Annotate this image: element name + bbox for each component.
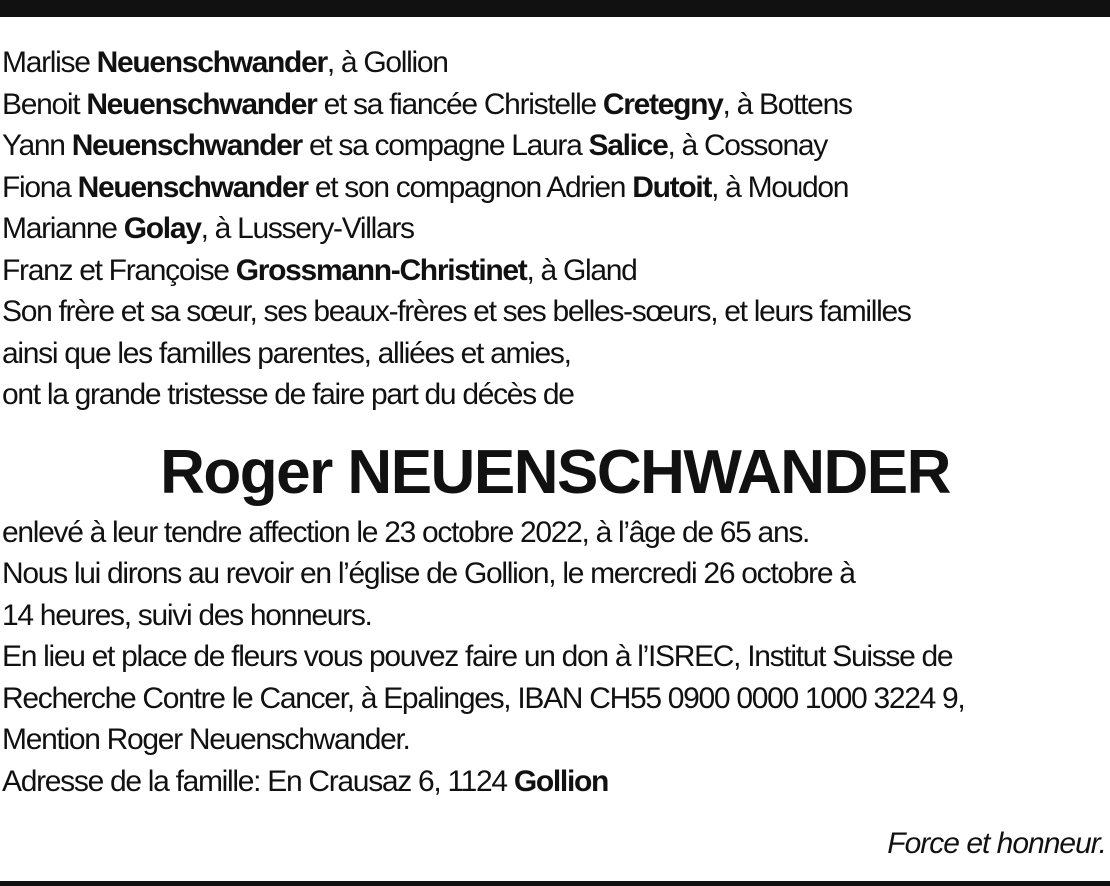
partner-surname: Salice [588, 129, 668, 162]
mourner-surname: Neuenschwander [77, 170, 308, 204]
mourner-line: Fiona Neuenschwander et son compagnon Adrien Dutoit, à Moudon [2, 170, 849, 204]
partner-surname: Dutoit [632, 170, 712, 204]
family-line: ainsi que les familles parentes, alliées et amies, [2, 336, 571, 370]
ceremony-line: Nous lui dirons au revoir en l’église de Gollion, le mercredi 26 octobre à [2, 557, 855, 590]
mourner-surname: Neuenschwander [71, 129, 302, 162]
death-details: enlevé à leur tendre affection le 23 octobre 2022, à l’âge de 65 ans. [2, 515, 810, 549]
donation-line: En lieu et place de fleurs vous pouvez faire un don à l’ISREC, Institut Suisse de [2, 640, 953, 673]
mourner-surname: Grossmann-Christinet [235, 253, 527, 287]
ceremony-line: 14 heures, suivi des honneurs. [2, 598, 372, 632]
mourner-surname: Neuenschwander [96, 46, 327, 79]
donation-line: Mention Roger Neuenschwander. [2, 723, 410, 756]
deceased-name: Roger NEUENSCHWANDER [160, 437, 950, 507]
mourner-line: Franz et Françoise Grossmann-Christinet, à Gland [2, 253, 637, 287]
family-line: Son frère et sa sœur, ses beaux-frères et ses belles-sœurs, et leurs familles [2, 295, 911, 328]
mourner-surname: Golay [123, 212, 201, 245]
address-town: Gollion [513, 764, 609, 798]
mourner-line: Marlise Neuenschwander, à Gollion [2, 46, 448, 79]
partner-surname: Cretegny [602, 87, 723, 121]
donation-line: Recherche Contre le Cancer, à Epalinges, IBAN CH55 0900 0000 1000 3224 9, [2, 681, 965, 715]
family-address: Adresse de la famille: En Crausaz 6, 1124 Gollion [2, 764, 609, 798]
mourner-line: Benoit Neuenschwander et sa fiancée Christelle Cretegny, à Bottens [2, 87, 852, 121]
mourner-line: Yann Neuenschwander et sa compagne Laura Salice, à Cossonay [2, 129, 827, 162]
obituary-notice [2, 42, 1108, 802]
top-rule [0, 0, 1110, 17]
closing-motto: Force et honneur. [887, 827, 1106, 860]
mourner-line: Marianne Golay, à Lussery-Villars [2, 212, 414, 245]
announcement-line: ont la grande tristesse de faire part du décès de [2, 378, 574, 411]
mourner-surname: Neuenschwander [86, 87, 317, 121]
bottom-rule [0, 881, 1110, 886]
